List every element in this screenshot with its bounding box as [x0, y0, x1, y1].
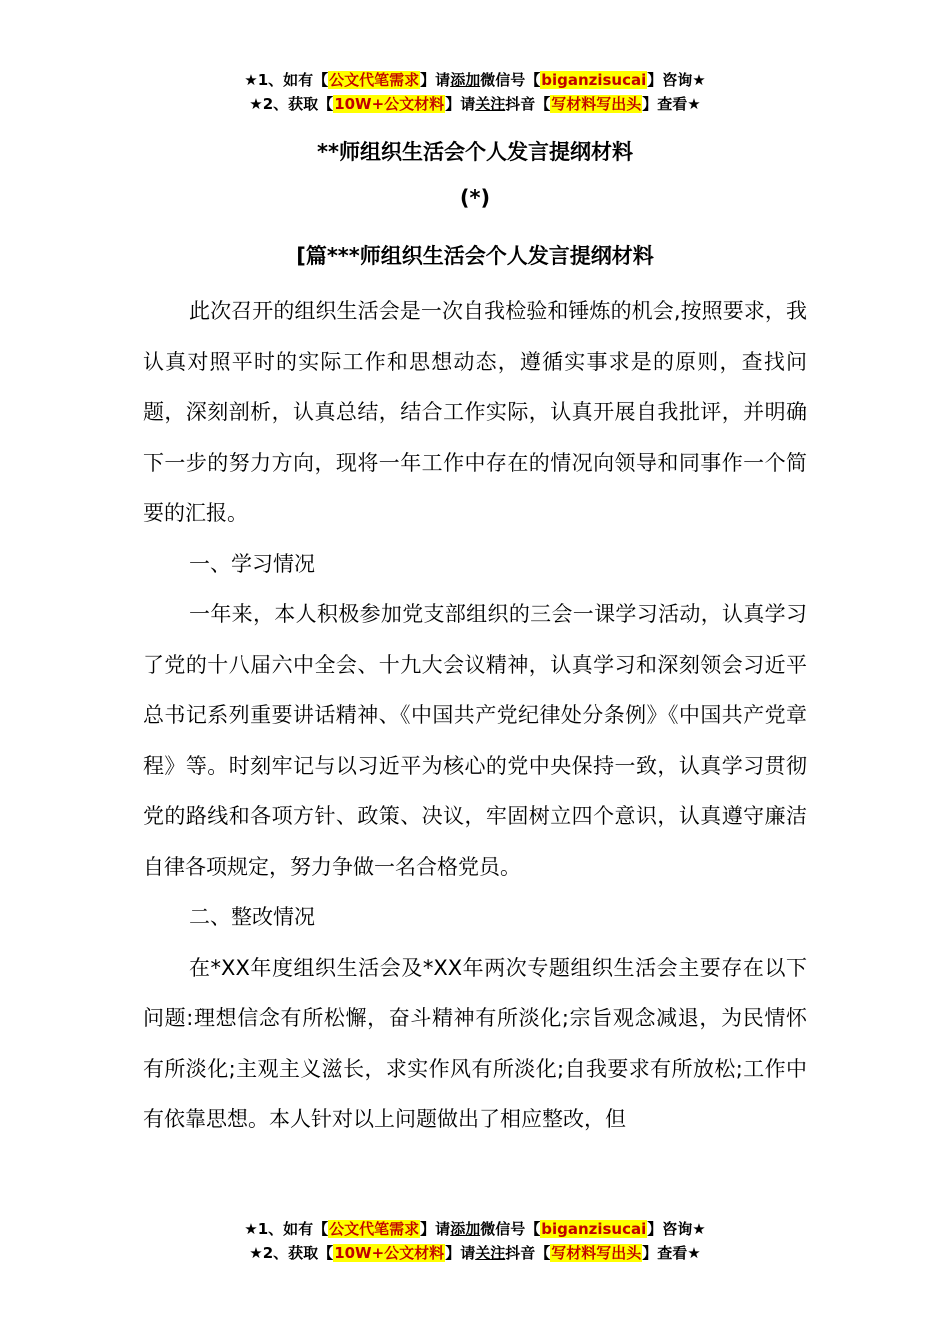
- banner-line-2: ★2、获取【10W+公文材料】请关注抖音【写材料写出头】查看★: [249, 95, 701, 113]
- highlight-wechat-id: biganzisucai: [541, 1220, 647, 1238]
- banner-line-1: ★1、如有【公文代笔需求】请添加微信号【biganzisucai】咨询★: [244, 71, 706, 89]
- footer-banner: [0, 1217, 950, 1265]
- highlight-wechat-id: biganzisucai: [541, 71, 647, 89]
- highlight-douyin: 写材料写出头: [551, 1244, 642, 1262]
- section-heading-rectification: 二、整改情况: [189, 905, 315, 929]
- footer-line-2: ★2、获取【10W+公文材料】请关注抖音【写材料写出头】查看★: [249, 1244, 701, 1262]
- highlight-douyin: 写材料写出头: [551, 95, 642, 113]
- footer-line-1: ★1、如有【公文代笔需求】请添加微信号【biganzisucai】咨询★: [244, 1220, 706, 1238]
- highlight-materials: 10W+公文材料: [334, 1244, 445, 1262]
- highlight-materials: 10W+公文材料: [334, 95, 445, 113]
- document-title: **师组织生活会个人发言提纲材料: [317, 140, 633, 164]
- section-heading-study: 一、学习情况: [189, 551, 315, 576]
- document-heading: [篇***师组织生活会个人发言提纲材料: [296, 244, 654, 268]
- document-subtitle: (*): [459, 186, 491, 210]
- header-banner: [0, 68, 950, 116]
- paragraph-study: 一年来，本人积极参加党支部组织的三会一课学习活动，认真学习了党的十八届六中全会、十九大会议精神，认真学习和深刻领会习近平总书记系列重要讲话精神、《中国共产党纪律处分条例》《中国共产党章程》等。时刻牢记与以习近平为核心的党中央保持一致，认真学习贯彻党的路线和各项方针、政策、决议，牢固树立四个意识，认真遵守廉洁自律各项规定，努力争做一名合格党员。: [143, 602, 807, 879]
- paragraph-intro: 此次召开的组织生活会是一次自我检验和锤炼的机会,按照要求，我认真对照平时的实际工作和思想动态，遵循实事求是的原则，查找问题，深刻剖析，认真总结，结合工作实际，认真开展自我批评，并明确下一步的努力方向，现将一年工作中存在的情况向领导和同事作一个简要的汇报。: [143, 299, 807, 525]
- highlight-service: 公文代笔需求: [329, 71, 420, 89]
- document-body: [143, 286, 807, 1145]
- paragraph-rectification: 在*XX年度组织生活会及*XX年两次专题组织生活会主要存在以下问题:理想信念有所松懈，奋斗精神有所淡化;宗旨观念减退，为民情怀有所淡化;主观主义滋长，求实作风有所淡化;自我要求有所放松;工作中有依靠思想。本人针对以上问题做出了相应整改，但: [143, 955, 807, 1131]
- highlight-service: 公文代笔需求: [329, 1220, 420, 1238]
